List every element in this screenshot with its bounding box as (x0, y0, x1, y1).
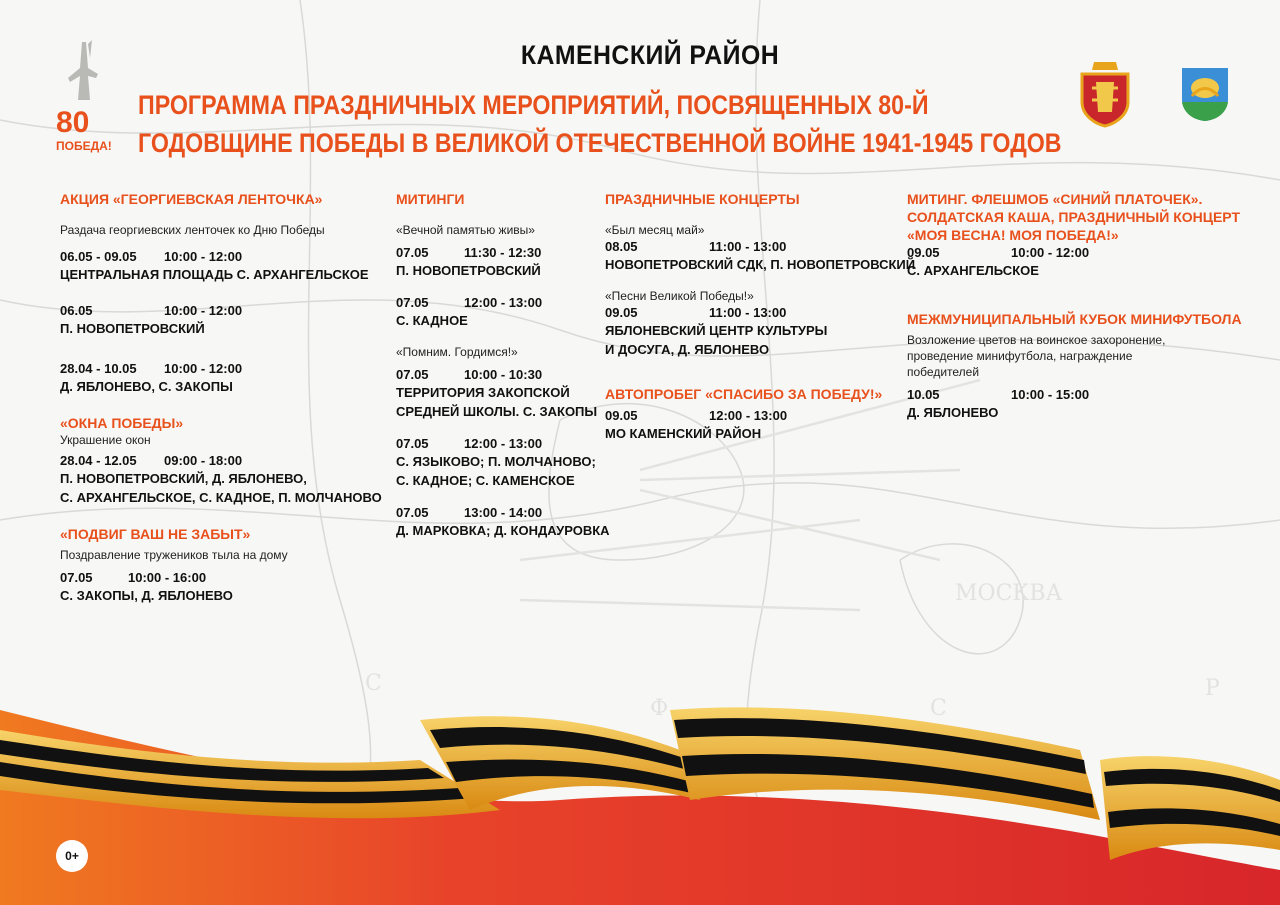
event-place: П. НОВОПЕТРОВСКИЙ (396, 263, 541, 278)
event-date: 06.05 - 09.05 (60, 249, 137, 264)
event-time: 09:00 - 18:00 (164, 453, 243, 468)
section-title-rallies: МИТИНГИ (396, 191, 465, 207)
svg-text:Р: Р (1205, 676, 1220, 701)
event-place: И ДОСУГА, Д. ЯБЛОНЕВО (605, 342, 770, 357)
event-when (605, 407, 895, 424)
event-place: П. НОВОПЕТРОВСКИЙ (60, 321, 205, 336)
event-date: 28.04 - 12.05 (60, 453, 137, 468)
event-time: 13:00 - 14:00 (464, 505, 543, 520)
event-date: 07.05 (396, 245, 429, 260)
event-time: 10:00 - 12:00 (164, 249, 243, 264)
section-note: Поздравление тружеников тыла на дому (60, 548, 288, 562)
event-time: 11:00 - 13:00 (709, 305, 787, 320)
event-place: МО КАМЕНСКИЙ РАЙОН (605, 426, 762, 441)
logo-text: ПОБЕДА! (56, 139, 112, 153)
event-when (396, 435, 596, 452)
event-place: ЯБЛОНЕВСКИЙ ЦЕНТР КУЛЬТУРЫ (605, 323, 828, 338)
column-rallies (396, 190, 610, 540)
section-title-motor-rally: АВТОПРОБЕГ «СПАСИБО ЗА ПОБЕДУ!» (605, 386, 883, 402)
section-title-concerts: ПРАЗДНИЧНЫЕ КОНЦЕРТЫ (605, 191, 800, 207)
event-place: НОВОПЕТРОВСКИЙ СДК, П. НОВОПЕТРОВСКИЙ (605, 257, 916, 272)
section-title-football: МЕЖМУНИЦИПАЛЬНЫЙ КУБОК МИНИФУТБОЛА (907, 311, 1242, 327)
age-rating-badge: 0+ (56, 840, 88, 872)
event-date: 28.04 - 10.05 (60, 361, 137, 376)
event-name: «Песни Великой Победы!» (605, 289, 754, 303)
section-note: Возложение цветов на воинское захоронение, (907, 333, 1166, 347)
event-when (60, 452, 380, 469)
event-when (396, 366, 596, 383)
column-flashmob (907, 190, 1242, 422)
event-time: 10:00 - 10:30 (464, 367, 543, 382)
logo-number: 80 (56, 106, 90, 139)
tula-coat-of-arms-icon (1072, 56, 1138, 128)
event-date: 07.05 (60, 570, 93, 585)
section-title-feat: «ПОДВИГ ВАШ НЕ ЗАБЫТ» (60, 526, 251, 542)
svg-text:С: С (930, 696, 947, 721)
event-date: 06.05 (60, 303, 93, 318)
headline (138, 86, 1062, 162)
event-place: С. АРХАНГЕЛЬСКОЕ, С. КАДНОЕ, П. МОЛЧАНОВО (60, 490, 382, 505)
event-when (907, 244, 1227, 261)
event-date: 08.05 (605, 239, 638, 254)
event-time: 12:00 - 13:00 (709, 408, 788, 423)
event-when (60, 360, 380, 377)
event-time: 12:00 - 13:00 (464, 295, 543, 310)
event-when (60, 302, 380, 319)
event-place: СРЕДНЕЙ ШКОЛЫ. С. ЗАКОПЫ (396, 404, 598, 419)
event-when (396, 294, 596, 311)
section-title-flashmob: МИТИНГ. ФЛЕШМОБ «СИНИЙ ПЛАТОЧЕК». (907, 191, 1203, 207)
section-title-windows: «ОКНА ПОБЕДЫ» (60, 415, 184, 431)
event-name: «Помним. Гордимся!» (396, 345, 518, 359)
event-date: 10.05 (907, 387, 940, 402)
svg-text:С: С (365, 671, 382, 696)
page-title: КАМЕНСКИЙ РАЙОН (520, 40, 780, 70)
event-when (60, 248, 380, 265)
event-time: 11:00 - 13:00 (709, 239, 787, 254)
event-date: 07.05 (396, 436, 429, 451)
event-place: Д. ЯБЛОНЕВО, С. ЗАКОПЫ (60, 379, 233, 394)
event-when (396, 244, 596, 261)
event-when (907, 386, 1227, 403)
section-title-ribbon: АКЦИЯ «ГЕОРГИЕВСКАЯ ЛЕНТОЧКА» (60, 191, 323, 207)
svg-text:Ф: Ф (650, 696, 669, 721)
event-place: П. НОВОПЕТРОВСКИЙ, Д. ЯБЛОНЕВО, (60, 471, 307, 486)
st-george-ribbon (0, 690, 1280, 905)
event-when (605, 304, 895, 321)
event-date: 07.05 (396, 505, 429, 520)
event-place: С. КАДНОЕ (396, 313, 468, 328)
event-time: 10:00 - 12:00 (1011, 245, 1090, 260)
event-place: ЦЕНТРАЛЬНАЯ ПЛОЩАДЬ С. АРХАНГЕЛЬСКОЕ (60, 267, 369, 282)
column-actions (60, 190, 380, 605)
headline-line-2: ГОДОВЩИНЕ ПОБЕДЫ В ВЕЛИКОЙ ОТЕЧЕСТВЕННОЙ ВОЙНЕ 1941-1945 ГОДОВ (138, 128, 1062, 158)
event-place: С. ЗАКОПЫ, Д. ЯБЛОНЕВО (60, 588, 233, 603)
event-when (605, 238, 895, 255)
section-note: Украшение окон (60, 433, 151, 447)
event-time: 11:30 - 12:30 (464, 245, 542, 260)
event-when (60, 569, 380, 586)
column-concerts (605, 190, 916, 443)
event-time: 10:00 - 16:00 (128, 570, 207, 585)
event-time: 12:00 - 13:00 (464, 436, 543, 451)
event-time: 10:00 - 12:00 (164, 361, 243, 376)
svg-text:МОСКВА: МОСКВА (955, 581, 1063, 606)
section-title-flashmob-3: «МОЯ ВЕСНА! МОЯ ПОБЕДА!» (907, 227, 1119, 243)
event-time: 10:00 - 15:00 (1011, 387, 1090, 402)
event-date: 07.05 (396, 367, 429, 382)
event-name: «Был месяц май» (605, 223, 705, 237)
event-time: 10:00 - 12:00 (164, 303, 243, 318)
headline-line-1: ПРОГРАММА ПРАЗДНИЧНЫХ МЕРОПРИЯТИЙ, ПОСВЯЩЕННЫХ 80-Й (138, 90, 929, 120)
event-place: ТЕРРИТОРИЯ ЗАКОПСКОЙ (396, 385, 570, 400)
event-place: Д. МАРКОВКА; Д. КОНДАУРОВКА (396, 523, 610, 538)
event-date: 09.05 (605, 305, 638, 320)
event-place: С. ЯЗЫКОВО; П. МОЛЧАНОВО; (396, 454, 596, 469)
event-place: С. АРХАНГЕЛЬСКОЕ (907, 263, 1039, 278)
event-date: 07.05 (396, 295, 429, 310)
event-when (396, 504, 596, 521)
event-date: 09.05 (907, 245, 940, 260)
section-note: проведение минифутбола, награждение (907, 349, 1133, 363)
event-place: Д. ЯБЛОНЕВО (907, 405, 999, 420)
section-title-flashmob-2: СОЛДАТСКАЯ КАША, ПРАЗДНИЧНЫЙ КОНЦЕРТ (907, 209, 1241, 225)
section-note: Раздача георгиевских ленточек ко Дню Победы (60, 223, 325, 237)
event-place: С. КАДНОЕ; С. КАМЕНСКОЕ (396, 473, 575, 488)
event-name: «Вечной памятью живы» (396, 223, 535, 237)
event-date: 09.05 (605, 408, 638, 423)
kamensky-coat-of-arms-icon (1180, 66, 1230, 122)
section-note: победителей (907, 365, 980, 379)
